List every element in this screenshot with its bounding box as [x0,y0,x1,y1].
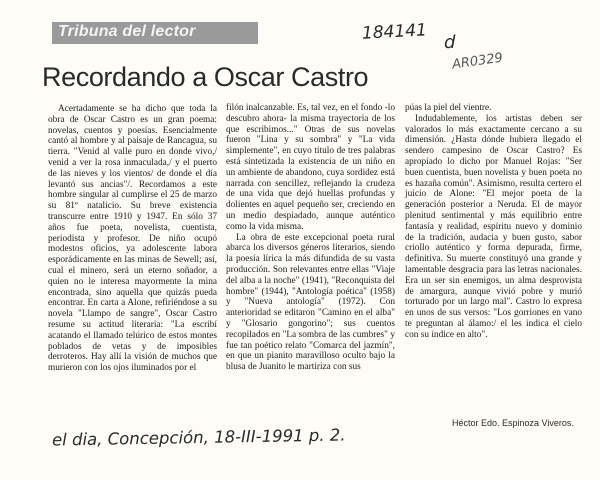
handwritten-number: 184141 [361,20,428,44]
paragraph: Acertadamente se ha dicho que toda la obra de Oscar Castro es un gran poema: novelas, cuentos y poesías. Esencialmente cantó al hombre y al paisaje de Rancagua, su tierra. "Venid al valle puro en donde vivo,/ venid a ver la rosa inmaculada,/ y el puerto de las nieves y los vientos/ de donde el día levantó sus ancias"/. Recordamos a este hombre singular al cumplirse el 25 de marzo su 81º natalicio. Su breve existencia transcurre entre 1910 y 1947. En sólo 37 años fue poeta, novelista, cuentista, periodista y profesor. De niño ocupó modestos oficios, ya adolescente labora esporádicamente en las minas de Sewell; así, cual el minero, será un eterno soñador, a quien no le interesa mayormente la mina encontrada, sino aquella que quizás pueda encontrar. En carta a Alone, refiriéndose a su novela "Llampo de sangre", Oscar Castro resume su actitud literaria: "La escribí acatando el llamado telúrico de estos montes poblados de vetas y de imposibles derroteros. Hay allí la visión de muchos que murieron con los ojos iluminados por el [48,104,217,374]
paragraph: filón inalcanzable. Es, tal vez, en el fondo -lo descubro ahora- la misma trayectoria de los que escribimos..." Otras de sus novelas fueron "Lina y su sombra" y "La vida simplemente", en cuyo título de tres palabras está sintetizada la existencia de un niño en un ambiente de abandono, cuya sordidez está narrada con sencillez, reflejando la crudeza de una vida que dejó huellas profundas y dolientes en aquel pequeño ser, creciendo en un medio despiadado, aunque auténtico como la vida misma. [226,103,395,232]
paragraph: Indudablemente, los artistas deben ser valorados lo más exactamente cercano a su dimensión. ¿Hasta dónde hubiera llegado el sendero campesino de Oscar Castro? Es apropiado lo dicho por Manuel Rojas: "Ser buen cuentista, buen novelista y buen poeta no es hazaña común". Asimismo, resulta certero el juicio de Alone: "El mejor poeta de la generación posterior a Neruda. El de mayor plenitud sentimental y más equilibrio entre fantasía y realidad, espíritu nuevo y dominio de la tradición, audacia y buen gusto, sabor criollo auténtico y forma depurada, firme, definitiva. Su muerte constituyó una grande y lamentable desgracia para las letras nacionales. Era un ser sin enemigos, un alma desprovista de amargura, aunque vivió pobre y murió torturado por un largo mal". Castro lo expresa en unos de sus versos: "Los gorriones en vano te preguntan al álamo:/ el les indica el cielo con su índice en alto". [405,113,582,340]
article-column-1 [48,104,217,374]
article-title: Recordando a Oscar Castro [42,62,369,92]
section-banner [52,22,258,44]
paragraph: púas la piel del vientre. [405,103,492,113]
handwritten-mark: d [444,32,456,53]
article-column-3 [405,103,582,341]
section-title: Tribuna del lector [58,23,196,40]
handwritten-source-note: el dia, Concepción, 18-III-1991 p. 2. [51,425,346,450]
author-signature: Héctor Edo. Espinoza Viveros. [452,418,574,428]
article-column-2 [226,103,395,373]
handwritten-archive-code: AR0329 [451,50,504,73]
paragraph: La obra de este excepcional poeta rural abarca los diversos géneros literarios, siendo la poesía lírica la más difundida de su vasta producción. Son relevantes entre ellas "Viaje del alba a la noche" (1941), "Reconquista del hombre" (1944), "Antología poética" (1958) y "Nueva antología" (1972). Con anterioridad se editaron "Camino en el alba" y "Glosario gongorino"; sus cuentos recopilados en "La sombra de las cumbres" y fue tan poético relato "Comarca del jazmín", en que un pianito maravilloso oculto bajo la blusa de Juanito le martiriza con sus [226,232,395,373]
